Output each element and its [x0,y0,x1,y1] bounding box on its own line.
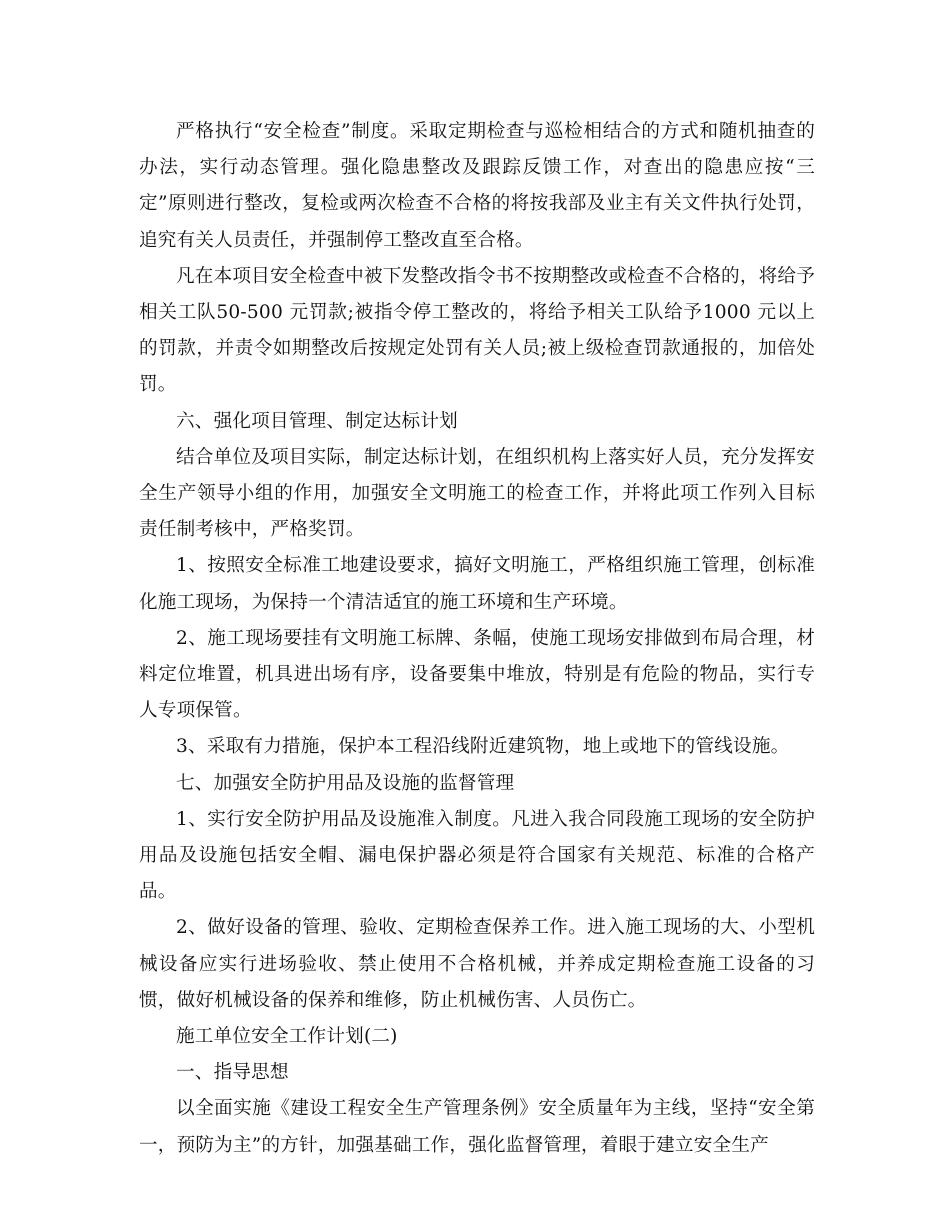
paragraph-target-plan: 结合单位及项目实际，制定达标计划，在组织机构上落实好人员，充分发挥安全生产领导小组的作用，加强安全文明施工的检查工作，并将此项工作列入目标责任制考核中，严格奖罚。 [139,446,815,541]
list-item-2-equipment-management: 2、做好设备的管理、验收、定期检查保养工作。进入施工现场的大、小型机械设备应实行进场验收、禁止使用不合格机械，并养成定期检查施工设备的习惯，做好机械设备的保养和维修，防止机械伤害、人员伤亡。 [139,917,815,1011]
document-subtitle: 施工单位安全工作计划(二) [176,1026,398,1048]
paragraph-penalty: 凡在本项目安全检查中被下发整改指令书不按期整改或检查不合格的，将给予相关工队50-500 元罚款;被指令停工整改的，将给予相关工队给予1000 元以上的罚款，并责令如期整改后按规定处罚有关人员;被上级检查罚款通报的，加倍处罚。 [139,265,815,396]
list-item-1-standard-site: 1、按照安全标准工地建设要求，搞好文明施工，严格组织施工管理，创标准化施工现场，为保持一个清洁适宜的施工环境和生产环境。 [139,555,815,613]
section-heading-six: 六、强化项目管理、制定达标计划 [176,410,458,432]
paragraph-safety-inspection: 严格执行“安全检查”制度。采取定期检查与巡检相结合的方式和随机抽查的办法，实行动态管理。强化隐患整改及跟踪反馈工作，对查出的隐患应按“三定”原则进行整改，复检或两次检查不合格的将按我部及业主有关文件执行处罚，追究有关人员责任，并强制停工整改直至合格。 [139,121,815,251]
section-heading-seven: 七、加强安全防护用品及设施的监督管理 [176,772,515,794]
document-body [139,114,815,1164]
section-heading-one: 一、指导思想 [176,1062,289,1084]
list-item-3-protection-measures: 3、采取有力措施，保护本工程沿线附近建筑物，地上或地下的管线设施。 [176,736,790,758]
list-item-1-access-system: 1、实行安全防护用品及设施准入制度。凡进入我合同段施工现场的安全防护用品及设施包括安全帽、漏电保护器必须是符合国家有关规范、标准的合格产品。 [139,808,815,903]
list-item-2-site-signage: 2、施工现场要挂有文明施工标牌、条幅，使施工现场安排做到布局合理，材料定位堆置，机具进出场有序，设备要集中堆放，特别是有危险的物品，实行专人专项保管。 [139,627,815,722]
paragraph-guiding-ideology: 以全面实施《建设工程安全生产管理条例》安全质量年为主线，坚持“安全第一，预防为主”的方针，加强基础工作，强化监督管理，着眼于建立安全生产 [139,1098,815,1156]
